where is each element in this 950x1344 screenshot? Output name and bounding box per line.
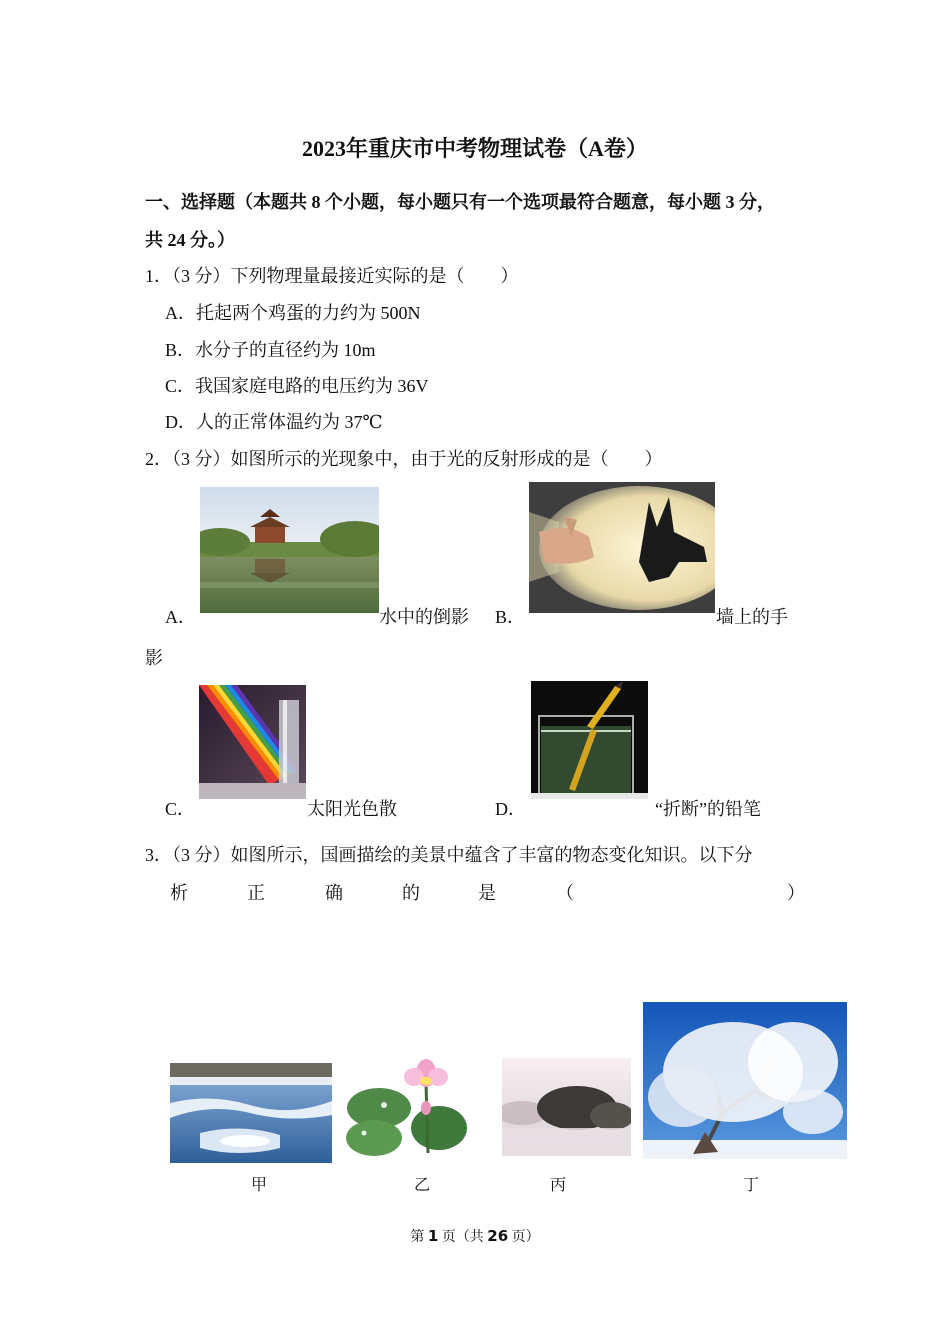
pavilion-reflection-image bbox=[200, 487, 379, 613]
question-1-option-b: B．水分子的直径约为 10m bbox=[165, 340, 376, 360]
label-yi: 乙 bbox=[414, 1177, 431, 1194]
question-3-word-3: 确 bbox=[325, 883, 343, 903]
question-3-word-6: （ bbox=[556, 883, 574, 903]
section-heading-line2: 共 24 分。） bbox=[145, 230, 235, 250]
question-1-stem: 1．（3 分）下列物理量最接近实际的是（ ） bbox=[145, 266, 519, 286]
footer-suffix: 页） bbox=[511, 1230, 540, 1245]
question-3-word-1: 析 bbox=[170, 883, 188, 903]
lotus-image bbox=[344, 1053, 470, 1160]
pencil-in-water-image bbox=[531, 681, 648, 799]
question-1-option-c: C．我国家庭电路的电压约为 36V bbox=[165, 376, 429, 396]
option-c-caption: 太阳光色散 bbox=[307, 799, 397, 819]
option-d-letter: D． bbox=[495, 799, 526, 819]
footer-prefix: 第 bbox=[410, 1230, 425, 1245]
frosted-tree-image bbox=[643, 1002, 847, 1159]
section-heading-line1: 一、选择题（本题共 8 个小题，每小题只有一个选项最符合题意，每小题 3 分， bbox=[145, 192, 775, 212]
label-jia: 甲 bbox=[251, 1177, 268, 1194]
label-ding: 丁 bbox=[743, 1177, 760, 1194]
question-1-option-d: D．人的正常体温约为 37℃ bbox=[165, 412, 383, 432]
prism-dispersion-image bbox=[199, 685, 306, 799]
footer-page-number: 1 bbox=[427, 1227, 439, 1245]
page-footer bbox=[0, 1226, 950, 1246]
question-3-word-4: 的 bbox=[402, 883, 420, 903]
option-a-caption: 水中的倒影 bbox=[379, 607, 469, 627]
option-b-caption: 墙上的手 bbox=[716, 607, 788, 627]
question-2-stem: 2．（3 分）如图所示的光现象中，由于光的反射形成的是（ ） bbox=[145, 449, 663, 469]
question-3-word-2: 正 bbox=[247, 883, 265, 903]
footer-middle: 页（共 bbox=[441, 1230, 484, 1245]
option-d-caption: “折断”的铅笔 bbox=[655, 799, 761, 819]
icy-river-image bbox=[170, 1063, 332, 1163]
question-3-stem: 3．（3 分）如图所示，国画描绘的美景中蕴含了丰富的物态变化知识。以下分 bbox=[145, 845, 753, 865]
question-1-option-a: A．托起两个鸡蛋的力约为 500N bbox=[165, 303, 421, 323]
page-title: 2023年重庆市中考物理试卷（A卷） bbox=[302, 136, 648, 161]
option-b-letter: B． bbox=[495, 607, 526, 627]
question-3-word-7: ） bbox=[787, 883, 805, 903]
question-3-word-5: 是 bbox=[478, 883, 496, 903]
option-a-letter: A． bbox=[165, 607, 196, 627]
hand-shadow-image bbox=[529, 482, 715, 613]
option-c-letter: C． bbox=[165, 799, 196, 819]
option-b-caption-wrap: 影 bbox=[145, 648, 163, 668]
footer-total-pages: 26 bbox=[487, 1227, 509, 1245]
label-bing: 丙 bbox=[550, 1177, 567, 1194]
misty-trees-image bbox=[502, 1058, 631, 1156]
